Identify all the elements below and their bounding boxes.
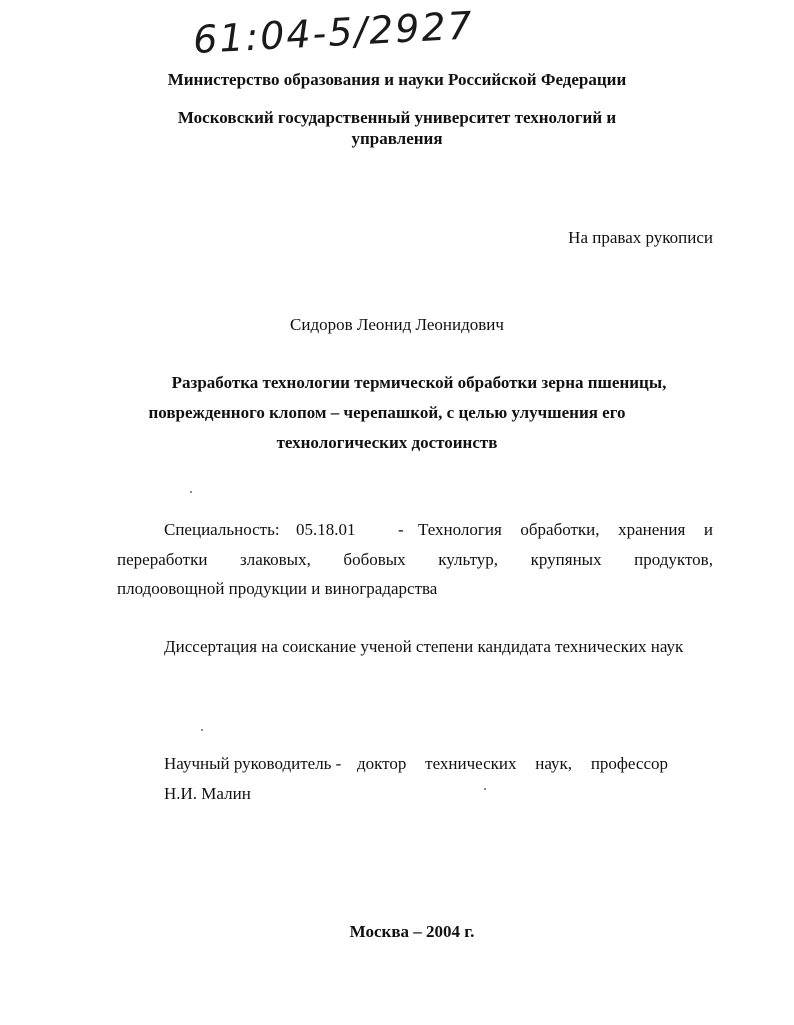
supervisor-label: Научный руководитель - — [164, 754, 342, 773]
title-line2: поврежденного клопом – черепашкой, с целью улучшения его — [148, 403, 626, 422]
specialty-word: переработки — [117, 550, 208, 569]
scan-speck — [201, 729, 203, 731]
supervisor-name: Н.И. Малин — [164, 784, 251, 803]
title-line1: Разработка технологии термической обработки зерна пшеницы, — [171, 373, 667, 392]
specialty-word: обработки, — [520, 520, 600, 539]
specialty-word: продуктов, — [634, 550, 713, 569]
supervisor-word: доктор — [357, 754, 407, 773]
specialty-label: Специальность: — [164, 520, 280, 539]
author-name: Сидоров Леонид Леонидович — [290, 315, 504, 334]
specialty-word: бобовых — [343, 550, 406, 569]
dissertation-statement: Диссертация на соискание ученой степени кандидата технических наук — [164, 637, 684, 656]
rights-notice: На правах рукописи — [568, 228, 713, 247]
ministry-heading: Министерство образования и науки Российской Федерации — [167, 70, 627, 89]
specialty-code: 05.18.01 — [296, 520, 356, 539]
specialty-word: и — [703, 520, 713, 539]
city-year: Москва – 2004 г. — [349, 922, 475, 941]
title-line3: технологических достоинств — [276, 433, 498, 452]
specialty-word: хранения — [618, 520, 686, 539]
university-heading-line2: управления — [351, 129, 443, 148]
supervisor-word: наук, — [535, 754, 573, 773]
scan-speck — [190, 491, 192, 493]
specialty-dash: - — [398, 520, 404, 539]
specialty-line1 — [418, 520, 713, 540]
specialty-word: культур, — [438, 550, 499, 569]
scan-speck — [484, 788, 486, 790]
supervisor-title — [357, 754, 668, 774]
handwritten-archive-code: 61:04-5/2927 — [192, 3, 475, 62]
supervisor-word: профессор — [590, 754, 668, 773]
specialty-line3: плодоовощной продукции и виноградарства — [117, 579, 438, 598]
university-heading-line1: Московский государственный университет технологий и — [177, 108, 617, 127]
specialty-word: злаковых, — [240, 550, 311, 569]
specialty-word: Технология — [418, 520, 502, 539]
supervisor-word: технических — [425, 754, 517, 773]
specialty-line2 — [117, 550, 713, 570]
specialty-word: крупяных — [530, 550, 602, 569]
